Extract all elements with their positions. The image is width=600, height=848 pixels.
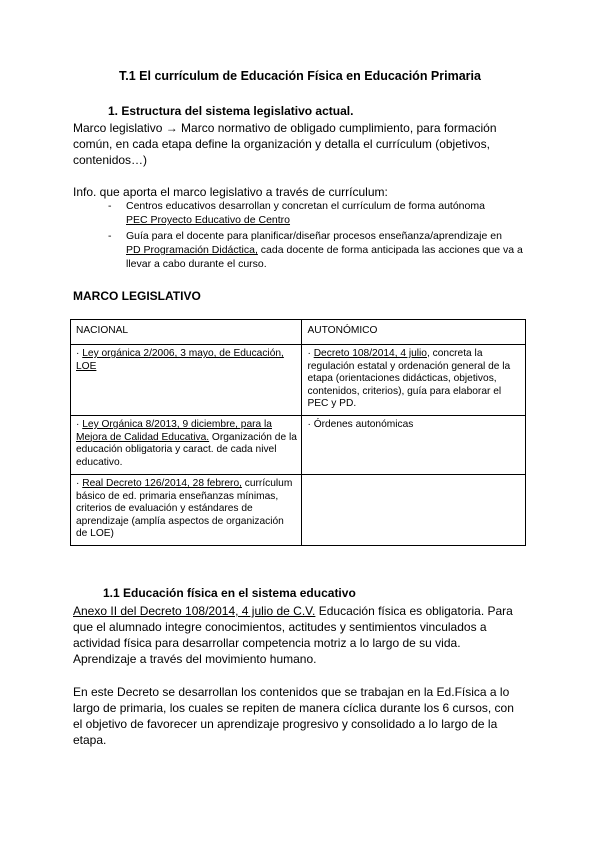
paragraph-decreto: En este Decreto se desarrollan los contenidos que se trabajan en la Ed.Física a lo largo de primaria, los cuales se repiten de manera cíclica durante los 6 cursos, con el objetivo de favorecer un aprendizaje progresivo y consolidado a lo largo de la etapa. (73, 685, 514, 747)
bullet-list (108, 199, 528, 271)
header-autonomico: AUTONÓMICO (302, 320, 526, 345)
table-cell (71, 475, 302, 546)
cell-prefix: · (76, 419, 83, 430)
section-heading-ef: 1.1 Educación física en el sistema educativo (103, 586, 356, 600)
law-link: Decreto 108/2014, 4 julio (313, 348, 427, 359)
table-cell-empty (302, 475, 526, 546)
law-link: Real Decreto 126/2014, 28 febrero, (82, 478, 242, 489)
page-title: T.1 El currículum de Educación Física en Educación Primaria (119, 69, 481, 83)
table-cell (302, 416, 526, 475)
bullet-text: Guía para el docente para planificar/diseñar procesos enseñanza/aprendizaje en (126, 230, 502, 242)
cell-text: Órdenes autonómicas (313, 419, 414, 430)
cell-prefix: · (76, 348, 83, 359)
table-cell (71, 345, 302, 416)
law-link: Ley orgánica 2/2006, 3 mayo, de Educación, LOE (76, 348, 284, 372)
bullet-item (108, 199, 528, 227)
section-heading-structure: 1. Estructura del sistema legislativo actual. (108, 104, 354, 118)
anexo-text: Educación física es obligatoria. Para que el alumnado integre conocimientos, actitudes y sentimientos vinculados a actividad física para desarrollar competencia motriz a lo largo de su vida. Aprendizaje a través del movimiento humano. (73, 604, 513, 666)
cell-text: currículum básico de ed. primaria enseñanzas mínimas, criterios de evaluación y estándares de aprendizaje (amplía aspectos de organización de LOE) (76, 478, 293, 539)
cell-text: , concreta la regulación estatal y ordenación general de la etapa (orientaciones didácticas, objetivos, contenidos, criterios), guía para elaborar el PEC y PD. (307, 348, 511, 409)
bullet-dash: - (108, 200, 112, 212)
bullet-link-pec: PEC Proyecto Educativo de Centro (126, 214, 291, 226)
cell-prefix: · (76, 478, 83, 489)
table-header-row (71, 320, 526, 345)
anexo-link: Anexo II del Decreto 108/2014, 4 julio de C.V. (73, 604, 316, 618)
law-link: Ley Orgánica 8/2013, 9 diciembre, para la Mejora de Calidad Educativa. (76, 419, 272, 443)
table-row (71, 475, 526, 546)
table-row (71, 416, 526, 475)
paragraph-anexo (73, 603, 525, 667)
bullet-text: Centros educativos desarrollan y concretan el currículum de forma autónoma (126, 200, 485, 212)
bullet-link-pd: PD Programación Didáctica, (126, 244, 258, 256)
bullet-item (108, 229, 528, 271)
table-cell (302, 345, 526, 416)
bullet-dash: - (108, 230, 112, 242)
table-row (71, 345, 526, 416)
header-nacional: NACIONAL (71, 320, 302, 345)
paragraph-marco-legislativo: Marco legislativo → Marco normativo de obligado cumplimiento, para formación común, en cada etapa define la organización y detalla el currículum (objetivos, contenidos…) (73, 121, 497, 167)
marco-heading: MARCO LEGISLATIVO (73, 289, 201, 303)
table-cell (71, 416, 302, 475)
bullet-rest: cada docente de forma anticipada las acciones que va a llevar a cabo durante el curso. (126, 244, 523, 270)
paragraph-info: Info. que aporta el marco legislativo a través de currículum: (73, 185, 388, 199)
cell-prefix: · (307, 419, 314, 430)
cell-prefix: · (307, 348, 314, 359)
cell-text: Organización de la educación obligatoria y caract. de cada nivel educativo. (76, 431, 297, 468)
legislation-table (70, 319, 526, 546)
